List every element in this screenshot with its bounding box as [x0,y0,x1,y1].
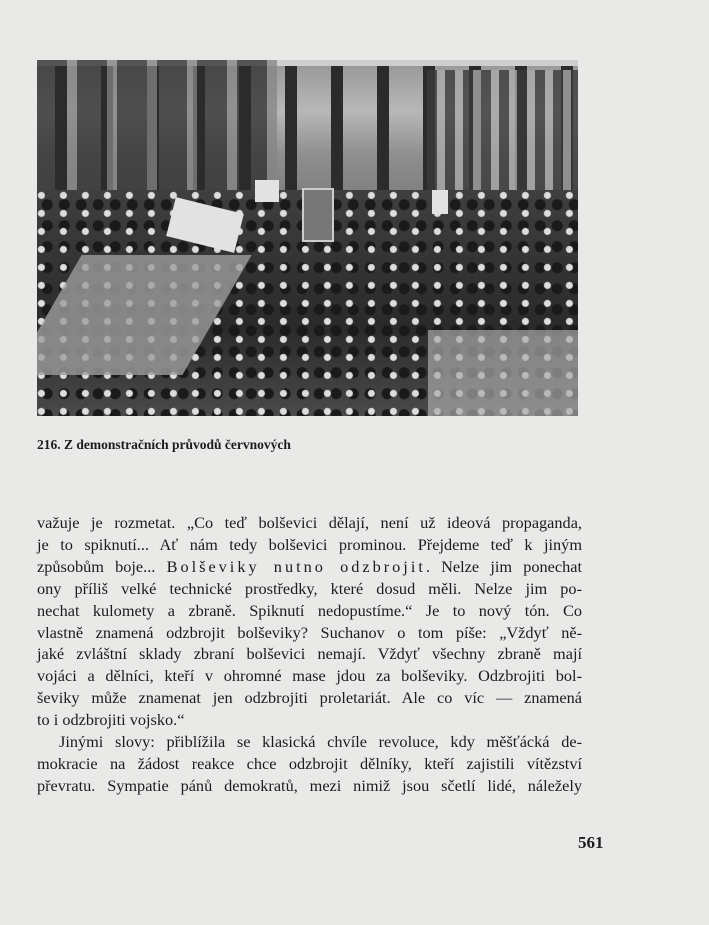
text-line: važuje je rozmetat. „Co teď bolševici dělají, není už ideová propaganda, [37,513,582,532]
text-line: mokracie na žádost reakce chce odzbrojit dělníky, kteří zajistili vítězství [37,753,582,773]
figure-caption: 216. Z demonstračních průvodů červnových [37,437,291,452]
text-line: je to spiknutí... Ať nám tedy bolševici prominou. Přejdeme teď k jiným [37,534,582,554]
text-line: Jinými slovy: přiblížila se klasická chvíle revoluce, kdy měšťácká de- [59,732,582,752]
demonstration-photo [37,60,578,416]
spaced-emphasis: Bolševiky nutno odzbrojit [166,556,426,576]
text-fragment: způsobům boje... [37,556,167,576]
text-line: vlastně znamená odzbrojit bolševiky? Suchanov o tom píše: „Vždyť ně- [37,622,582,642]
text-line [37,556,582,578]
text-line: ševiky může znamenat jen odzbrojiti proletariát. Ale co víc — znamená [37,688,582,708]
photo-building-right [427,70,578,210]
photo-banner [255,180,279,202]
page-number: 561 [578,833,604,852]
photo-banner [302,188,334,242]
photo-building-left [37,60,277,210]
photo-street-right [428,330,578,416]
text-line: vojáci a dělníci, kteří v ohromné mase jdou za bolševiky. Odzbrojiti bol- [37,666,582,686]
text-fragment: . Nelze jim ponechat [425,556,583,576]
body-text [37,512,582,797]
text-line: jaké zvláštní sklady zbraní bolševici nemají. Vždyť všechny zbraně mají [37,644,582,664]
text-line: převratu. Sympatie pánů demokratů, mezi nimiž jsou sčetlí lidé, náležely [37,775,582,795]
text-line: nechat kulomety a zbraně. Spiknutí nedopustíme.“ Je to nový tón. Co [37,600,582,620]
text-line: to i odzbrojiti vojsko.“ [37,710,185,730]
text-line: ony příliš velké technické prostředky, které dosud měli. Nelze jim po- [37,578,582,598]
photo-banner [432,190,448,214]
